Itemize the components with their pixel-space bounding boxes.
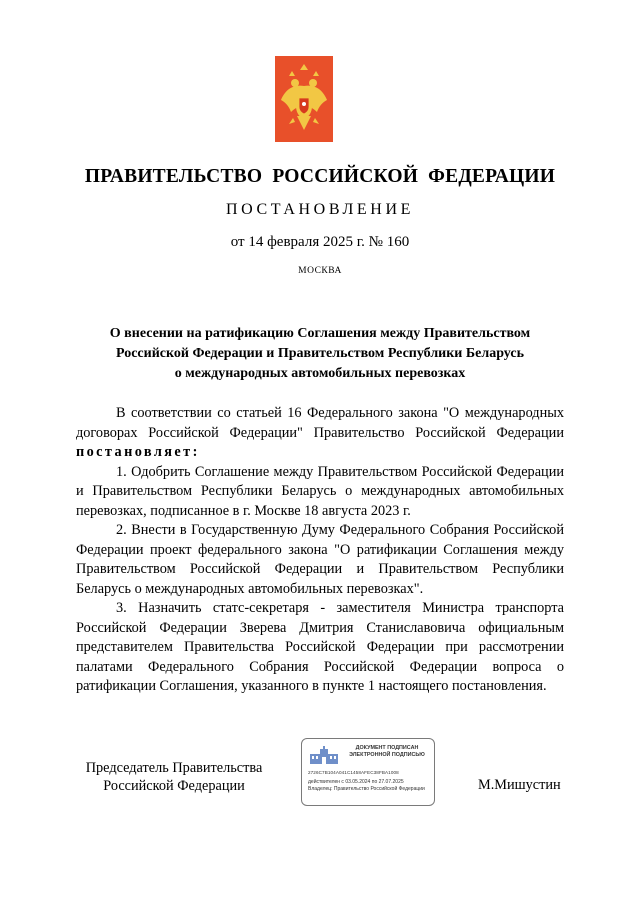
government-title: ПРАВИТЕЛЬСТВО РОССИЙСКОЙ ФЕДЕРАЦИИ (84, 166, 556, 187)
document-date-number: от 14 февраля 2025 г. № 160 (230, 234, 410, 250)
coat-of-arms-icon (275, 56, 333, 142)
subject-line: О внесении на ратификацию Соглашения между Правительством (109, 326, 531, 341)
position-line: Председатель Правительства (85, 760, 263, 776)
decree-word: постановляет: (76, 444, 200, 460)
stamp-title-line: ЭЛЕКТРОННОЙ ПОДПИСЬЮ (349, 752, 425, 758)
signatory-position (74, 759, 274, 795)
subject-line: о международных автомобильных перевозках (174, 366, 466, 381)
item-3: 3. Назначить статс-секретаря - заместителя Министра транспорта Российской Федерации Зверева Дмитрия Станиславовича официальным представителем Правительства Российской Федерации при рассмотрении палатами Федерального Собрания Российской Федерации вопроса о ратификации Соглашения, указанного в пункте 1 настоящего постановления. (76, 600, 564, 694)
preamble-paragraph (76, 404, 564, 463)
document-subject (70, 324, 570, 384)
document-city: МОСКВА (298, 266, 342, 276)
item-2: 2. Внести в Государственную Думу Федерального Собрания Российской Федерации проект федерального закона "О ратификации Соглашения между Правительством Российской Федерации и Правительством Республики Беларусь о международных автомобильных перевозках". (76, 522, 564, 597)
document-body (76, 404, 564, 697)
stamp-title (342, 745, 432, 759)
certificate-validity: действителен с 03.05.2024 по 27.07.2025 (308, 779, 404, 785)
subject-line: Российской Федерации и Правительством Республики Беларусь (116, 346, 524, 361)
preamble-text: В соответствии со статьей 16 Федерального закона "О международных договорах Российской Федерации" Правительство Российской Федерации (76, 405, 564, 441)
certificate-owner: Владелец: Правительство Российской Федерации (308, 786, 425, 792)
item-1: 1. Одобрить Соглашение между Правительством Российской Федерации и Правительством Республики Беларусь о международных автомобильных перевозках, подписанное в г. Москве 18 августа 2023 г. (76, 463, 564, 519)
certificate-number: 2726C7B104A041C1458AFEC38FBA1008 (308, 770, 399, 775)
document-type: ПОСТАНОВЛЕНИЕ (226, 201, 414, 218)
stamp-title-line: ДОКУМЕНТ ПОДПИСАН (355, 745, 419, 751)
electronic-signature-stamp (301, 738, 435, 806)
government-building-icon (308, 746, 340, 766)
signatory-name: М.Мишустин (478, 777, 561, 793)
position-line: Российской Федерации (103, 778, 245, 794)
